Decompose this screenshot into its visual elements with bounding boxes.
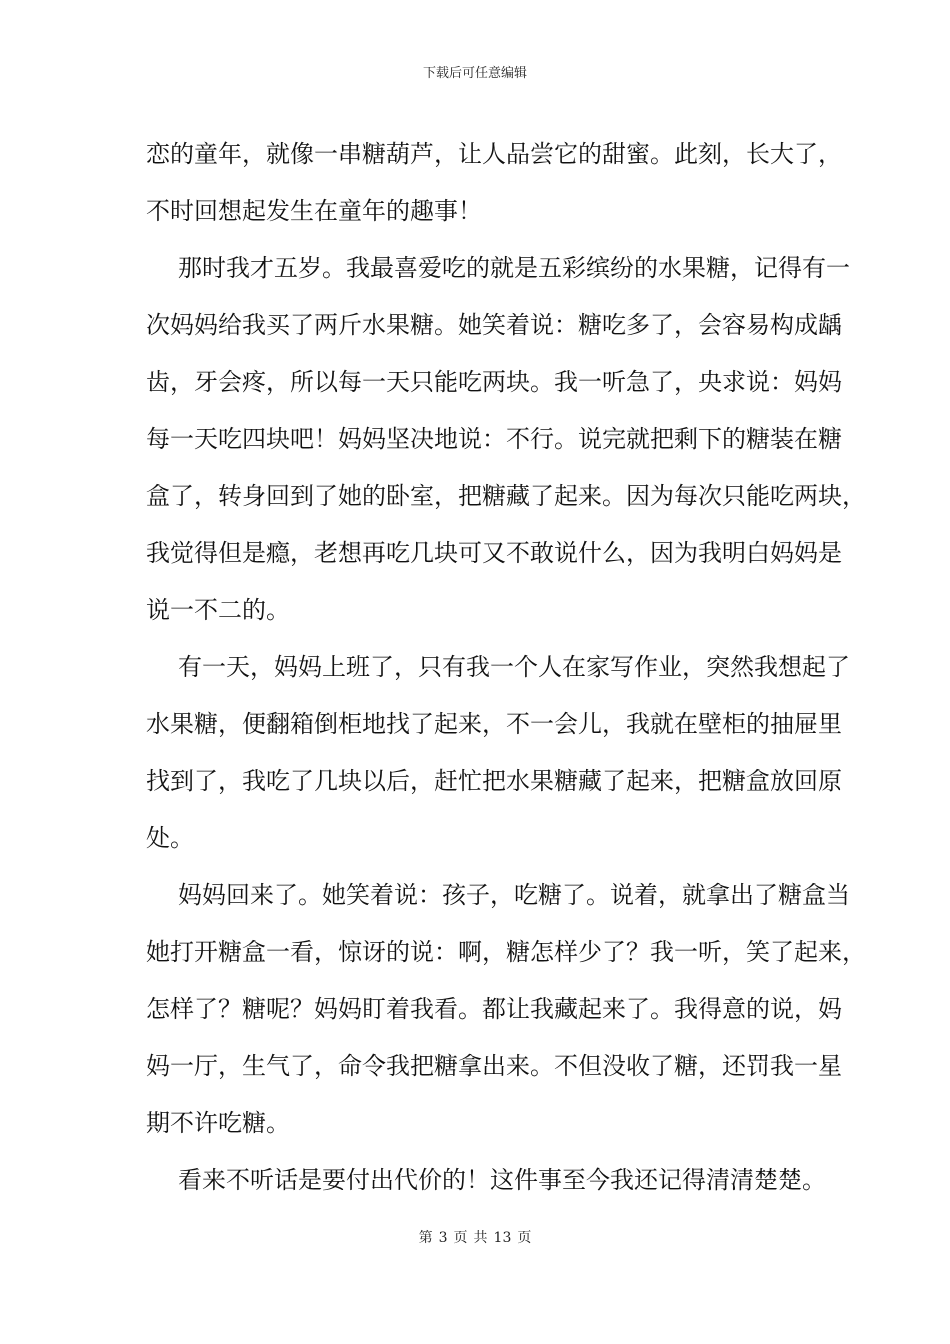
document-body xyxy=(146,126,866,1209)
paragraph-line: 每一天吃四块吧！妈妈坚决地说：不行。说完就把剩下的糖装在糖 xyxy=(146,425,842,453)
paragraph-line: 说一不二的。 xyxy=(146,596,290,624)
paragraph-line: 我觉得但是瘾，老想再吃几块可又不敢说什么，因为我明白妈妈是 xyxy=(146,539,842,567)
footer-current-page: 3 xyxy=(438,1230,448,1246)
paragraph-line: 妈妈回来了。她笑着说：孩子，吃糖了。说着，就拿出了糖盒当 xyxy=(178,881,850,909)
footer-suffix: 页 xyxy=(517,1230,532,1246)
paragraph-line: 恋的童年，就像一串糖葫芦，让人品尝它的甜蜜。此刻，长大了， xyxy=(146,140,842,168)
paragraph-line: 处。 xyxy=(146,824,194,852)
paragraph-line: 水果糖，便翻箱倒柜地找了起来，不一会儿，我就在壁柜的抽屉里 xyxy=(146,710,842,738)
paragraph-line: 怎样了？糖呢？妈妈盯着我看。都让我藏起来了。我得意的说，妈 xyxy=(146,995,842,1023)
paragraph-line: 不时回想起发生在童年的趣事！ xyxy=(146,197,482,225)
paragraph-line: 齿，牙会疼，所以每一天只能吃两块。我一听急了，央求说：妈妈 xyxy=(146,368,842,396)
paragraph-line: 盒了，转身回到了她的卧室，把糖藏了起来。因为每次只能吃两块， xyxy=(146,482,866,510)
paragraph-line: 那时我才五岁。我最喜爱吃的就是五彩缤纷的水果糖，记得有一 xyxy=(178,254,850,282)
paragraph-line: 看来不听话是要付出代价的！这件事至今我还记得清清楚楚。 xyxy=(178,1166,826,1194)
footer-total-prefix: 共 xyxy=(473,1230,488,1246)
page-header: 下载后可任意编辑 xyxy=(422,66,527,81)
paragraph-line: 有一天，妈妈上班了，只有我一个人在家写作业，突然我想起了 xyxy=(178,653,850,681)
paragraph-line: 妈一厅，生气了，命令我把糖拿出来。不但没收了糖，还罚我一星 xyxy=(146,1052,842,1080)
paragraph-line: 她打开糖盒一看，惊讶的说：啊，糖怎样少了？我一听，笑了起来， xyxy=(146,938,866,966)
paragraph-line: 找到了，我吃了几块以后，赶忙把水果糖藏了起来，把糖盒放回原 xyxy=(146,767,842,795)
paragraph-line: 次妈妈给我买了两斤水果糖。她笑着说：糖吃多了，会容易构成龋 xyxy=(146,311,842,339)
footer-page-word: 页 xyxy=(453,1230,468,1246)
footer-prefix: 第 xyxy=(418,1230,433,1246)
footer-total-pages: 13 xyxy=(493,1230,512,1246)
page-footer xyxy=(0,1228,950,1248)
paragraph-line: 期不许吃糖。 xyxy=(146,1109,290,1137)
